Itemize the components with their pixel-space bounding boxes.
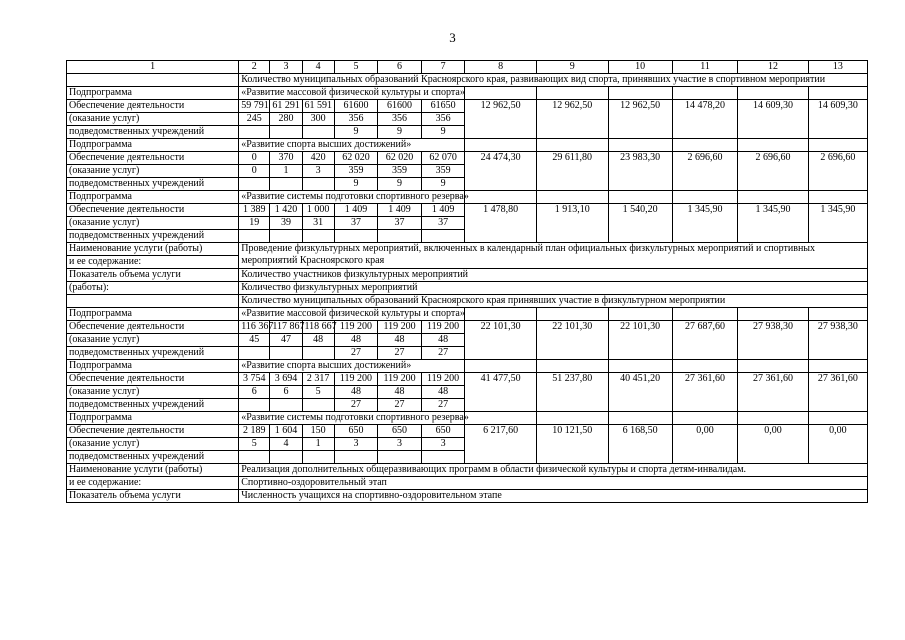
financing-value: 1 478,80 [465,204,537,243]
financing-value: 27 687,60 [672,321,737,360]
subprogram-title: «Развитие массовой физической культуры и спорта» [239,308,465,321]
row-label-ensure: подведомственных учреждений [67,230,239,243]
financing-value: 1 345,90 [738,204,809,243]
subprogram-title: «Развитие спорта высших достижений» [239,360,465,373]
empty-cell [608,308,672,321]
row-label-ensure: (оказание услуг) [67,386,239,399]
empty-cell [465,412,537,425]
indicator-value: 1 604 [270,425,302,438]
table-row [67,425,868,438]
indicator-value: 359 [421,165,465,178]
table-row [67,295,868,308]
indicator-value: 356 [421,113,465,126]
empty-cell [536,412,608,425]
indicator-value: 150 [302,425,334,438]
indicator-value: 1 420 [270,204,302,217]
empty-cell [738,87,809,100]
indicator-value: 48 [378,386,422,399]
empty-cell [738,139,809,152]
indicator-value: 119 200 [421,321,465,334]
financing-value: 27 938,30 [738,321,809,360]
indicator-value: 62 070 [421,152,465,165]
empty-cell [808,412,867,425]
empty-cell [808,191,867,204]
indicator-value: 27 [334,347,378,360]
column-header-13: 13 [808,61,867,74]
indicator-value [270,451,302,464]
row-label-ensure: (оказание услуг) [67,438,239,451]
empty-cell [672,308,737,321]
financing-value: 27 361,60 [672,373,737,412]
subprogram-title: «Развитие системы подготовки спортивного резерва» [239,191,465,204]
empty-cell [465,360,537,373]
indicator-value: 3 [421,438,465,451]
row-label-ensure: Обеспечение деятельности [67,100,239,113]
indicator-value: 1 409 [421,204,465,217]
empty-cell [536,360,608,373]
row-label-ensure: (оказание услуг) [67,165,239,178]
indicator-value: 2 189 [239,425,270,438]
table-row [67,321,868,334]
financing-value: 6 217,60 [465,425,537,464]
financing-value: 27 361,60 [808,373,867,412]
indicator-value: 61600 [378,100,422,113]
financing-value: 0,00 [738,425,809,464]
row-label-volume [67,295,239,308]
indicator-value: 300 [302,113,334,126]
empty-cell [808,87,867,100]
empty-cell [536,87,608,100]
row-label-ensure: (оказание услуг) [67,217,239,230]
indicator-value [239,451,270,464]
indicator-value: 3 [378,438,422,451]
financing-value: 2 696,60 [672,152,737,191]
table-row [67,412,868,425]
row-label-ensure: Обеспечение деятельности [67,152,239,165]
indicator-value: 37 [334,217,378,230]
row-label-volume: Показатель объема услуги [67,269,239,282]
indicator-value: 370 [270,152,302,165]
empty-cell [608,412,672,425]
empty-cell [608,360,672,373]
column-header-3: 3 [270,61,302,74]
row-label-ensure: подведомственных учреждений [67,451,239,464]
indicator-value: 1 [302,438,334,451]
indicator-value: 37 [421,217,465,230]
indicator-value: 359 [378,165,422,178]
financing-value: 12 962,50 [465,100,537,139]
indicator-value [270,399,302,412]
indicator-value: 47 [270,334,302,347]
column-header-2: 2 [239,61,270,74]
empty-cell [608,87,672,100]
indicator-value: 5 [239,438,270,451]
table-row [67,100,868,113]
row-label-service: и ее содержание: [67,256,239,269]
indicator-value: 19 [239,217,270,230]
row-label-subprogram: Подпрограмма [67,360,239,373]
indicator-value [378,451,422,464]
table-row [67,204,868,217]
row-label-ensure: Обеспечение деятельности [67,425,239,438]
financing-value: 23 983,30 [608,152,672,191]
table-row [67,464,868,477]
indicator-value: 119 200 [378,321,422,334]
indicator-value [239,178,270,191]
service-description: Реализация дополнительных общеразвивающих программ в области физической культуры и спорта детям-инвалидам. [239,464,868,477]
empty-cell [738,191,809,204]
table-row [67,282,868,295]
indicator-value: 5 [302,386,334,399]
column-header-11: 11 [672,61,737,74]
financing-value: 51 237,80 [536,373,608,412]
indicator-value: 48 [378,334,422,347]
row-label-ensure: подведомственных учреждений [67,399,239,412]
table-row [67,191,868,204]
indicator-value: 118 667 [302,321,334,334]
financing-value: 14 609,30 [808,100,867,139]
indicator-value: 9 [378,178,422,191]
indicator-value: 48 [421,386,465,399]
table-row [67,477,868,490]
indicator-value [421,451,465,464]
empty-cell [608,139,672,152]
table-row [67,243,868,256]
financing-value: 41 477,50 [465,373,537,412]
empty-cell [465,308,537,321]
indicator-value [334,451,378,464]
indicator-value: 48 [421,334,465,347]
indicator-value [302,451,334,464]
indicator-value: 39 [270,217,302,230]
table-row [67,61,868,74]
indicator-value: 27 [378,347,422,360]
column-header-7: 7 [421,61,465,74]
row-label-subprogram: Подпрограмма [67,87,239,100]
indicator-value: 59 791 [239,100,270,113]
indicator-value: 9 [334,126,378,139]
indicator-value: 6 [270,386,302,399]
indicator-value: 9 [334,178,378,191]
indicator-value: 359 [334,165,378,178]
indicator-value [239,399,270,412]
indicator-value: 650 [421,425,465,438]
indicator-value: 356 [334,113,378,126]
table-row [67,308,868,321]
empty-cell [465,191,537,204]
empty-cell [608,191,672,204]
column-header-12: 12 [738,61,809,74]
indicator-value: 117 867 [270,321,302,334]
financing-value: 6 168,50 [608,425,672,464]
indicator-value: 9 [378,126,422,139]
empty-cell [738,308,809,321]
indicator-value: 9 [421,178,465,191]
indicator-value: 650 [378,425,422,438]
row-label-volume: (работы): [67,282,239,295]
row-label-service: и ее содержание: [67,477,239,490]
table-row [67,373,868,386]
financing-value: 12 962,50 [536,100,608,139]
indicator-value: 1 409 [378,204,422,217]
table-row [67,490,868,503]
financing-value: 0,00 [672,425,737,464]
financing-value: 10 121,50 [536,425,608,464]
indicator-value [239,126,270,139]
indicator-value: 119 200 [378,373,422,386]
indicator-value [302,126,334,139]
empty-cell [672,360,737,373]
empty-cell [536,308,608,321]
financing-value: 0,00 [808,425,867,464]
volume-indicator: Численность учащихся на спортивно-оздоровительном этапе [239,490,868,503]
financing-value: 27 361,60 [738,373,809,412]
empty-cell [808,139,867,152]
indicator-value: 62 020 [378,152,422,165]
indicator-value: 119 200 [334,373,378,386]
page-number: 3 [449,30,456,45]
financing-value: 1 540,20 [608,204,672,243]
row-label-volume: Показатель объема услуги [67,490,239,503]
indicator-value: 1 000 [302,204,334,217]
column-header-6: 6 [378,61,422,74]
indicator-value [239,230,270,243]
indicator-value: 3 [302,165,334,178]
financing-value: 14 609,30 [738,100,809,139]
indicator-value: 61650 [421,100,465,113]
indicator-value: 4 [270,438,302,451]
subprogram-title: «Развитие спорта высших достижений» [239,139,465,152]
indicator-value: 48 [334,386,378,399]
service-description: Проведение физкультурных мероприятий, включенных в календарный план официальных физкультурных мероприятий и спортивных мероприятий Красноярского края [239,243,868,269]
indicator-value: 37 [378,217,422,230]
row-label-ensure: (оказание услуг) [67,113,239,126]
indicator-value: 3 [334,438,378,451]
financing-value: 14 478,20 [672,100,737,139]
indicator-value [270,126,302,139]
column-header-1: 1 [67,61,239,74]
row-label-ensure: подведомственных учреждений [67,347,239,360]
empty-cell [672,191,737,204]
empty-cell [465,139,537,152]
row-label-subprogram: Подпрограмма [67,308,239,321]
empty-cell [672,412,737,425]
financing-value: 29 611,80 [536,152,608,191]
indicator-value: 27 [378,399,422,412]
empty-cell [672,87,737,100]
column-header-4: 4 [302,61,334,74]
indicator-value: 2 317 [302,373,334,386]
row-label-ensure: Обеспечение деятельности [67,204,239,217]
table-row [67,74,868,87]
empty-cell [808,360,867,373]
indicator-value: 1 389 [239,204,270,217]
column-header-5: 5 [334,61,378,74]
indicator-value [270,347,302,360]
row-label-service: Наименование услуги (работы) [67,243,239,256]
column-header-8: 8 [465,61,537,74]
indicator-value: 116 367 [239,321,270,334]
indicator-value: 245 [239,113,270,126]
row-label-service: Наименование услуги (работы) [67,464,239,477]
indicator-value: 27 [334,399,378,412]
column-header-10: 10 [608,61,672,74]
indicator-value: 48 [302,334,334,347]
financing-value: 24 474,30 [465,152,537,191]
indicator-value [334,230,378,243]
indicator-value: 119 200 [334,321,378,334]
empty-cell [465,87,537,100]
row-label-subprogram: Подпрограмма [67,191,239,204]
financing-value: 1 345,90 [672,204,737,243]
indicator-value: 356 [378,113,422,126]
service-stage: Спортивно-оздоровительный этап [239,477,868,490]
volume-indicator: Количество физкультурных мероприятий [239,282,868,295]
row-label [67,74,239,87]
indicator-value: 61600 [334,100,378,113]
indicator-value: 3 754 [239,373,270,386]
indicator-value: 1 409 [334,204,378,217]
indicator-value: 27 [421,399,465,412]
indicator-value [270,178,302,191]
indicator-value: 62 020 [334,152,378,165]
indicator-value: 0 [239,165,270,178]
empty-cell [738,360,809,373]
indicator-value: 280 [270,113,302,126]
table-row [67,139,868,152]
indicator-value: 1 [270,165,302,178]
row-label-ensure: Обеспечение деятельности [67,321,239,334]
indicator-value: 0 [239,152,270,165]
description-text: Количество муниципальных образований Красноярского края, развивающих вид спорта, принявших участие в спортивном мероприятии [239,74,868,87]
indicator-value: 61 591 [302,100,334,113]
empty-cell [738,412,809,425]
empty-cell [536,139,608,152]
indicator-value: 48 [334,334,378,347]
indicator-value: 9 [421,126,465,139]
row-label-ensure: (оказание услуг) [67,334,239,347]
table-row [67,152,868,165]
indicator-value [421,230,465,243]
data-table [66,60,868,503]
indicator-value: 650 [334,425,378,438]
indicator-value [239,347,270,360]
financing-value: 2 696,60 [808,152,867,191]
indicator-value: 6 [239,386,270,399]
indicator-value: 31 [302,217,334,230]
indicator-value: 3 694 [270,373,302,386]
indicator-value: 119 200 [421,373,465,386]
indicator-value [302,399,334,412]
row-label-subprogram: Подпрограмма [67,139,239,152]
table-row [67,87,868,100]
subprogram-title: «Развитие системы подготовки спортивного резерва» [239,412,465,425]
indicator-value [302,178,334,191]
volume-indicator: Количество муниципальных образований Красноярского края принявших участие в физкультурном мероприятии [239,295,868,308]
indicator-value: 27 [421,347,465,360]
empty-cell [808,308,867,321]
financing-value: 22 101,30 [536,321,608,360]
financing-value: 1 345,90 [808,204,867,243]
indicator-value [302,230,334,243]
table-row [67,269,868,282]
subprogram-title: «Развитие массовой физической культуры и спорта» [239,87,465,100]
indicator-value [302,347,334,360]
financing-value: 12 962,50 [608,100,672,139]
financing-value: 40 451,20 [608,373,672,412]
indicator-value: 420 [302,152,334,165]
row-label-ensure: подведомственных учреждений [67,178,239,191]
empty-cell [672,139,737,152]
financing-value: 27 938,30 [808,321,867,360]
row-label-ensure: подведомственных учреждений [67,126,239,139]
volume-indicator: Количество участников физкультурных мероприятий [239,269,868,282]
indicator-value [378,230,422,243]
table-row [67,360,868,373]
financing-value: 22 101,30 [608,321,672,360]
indicator-value: 45 [239,334,270,347]
financing-value: 22 101,30 [465,321,537,360]
row-label-ensure: Обеспечение деятельности [67,373,239,386]
column-header-9: 9 [536,61,608,74]
financing-value: 2 696,60 [738,152,809,191]
indicator-value: 61 291 [270,100,302,113]
row-label-subprogram: Подпрограмма [67,412,239,425]
indicator-value [270,230,302,243]
financing-value: 1 913,10 [536,204,608,243]
empty-cell [536,191,608,204]
